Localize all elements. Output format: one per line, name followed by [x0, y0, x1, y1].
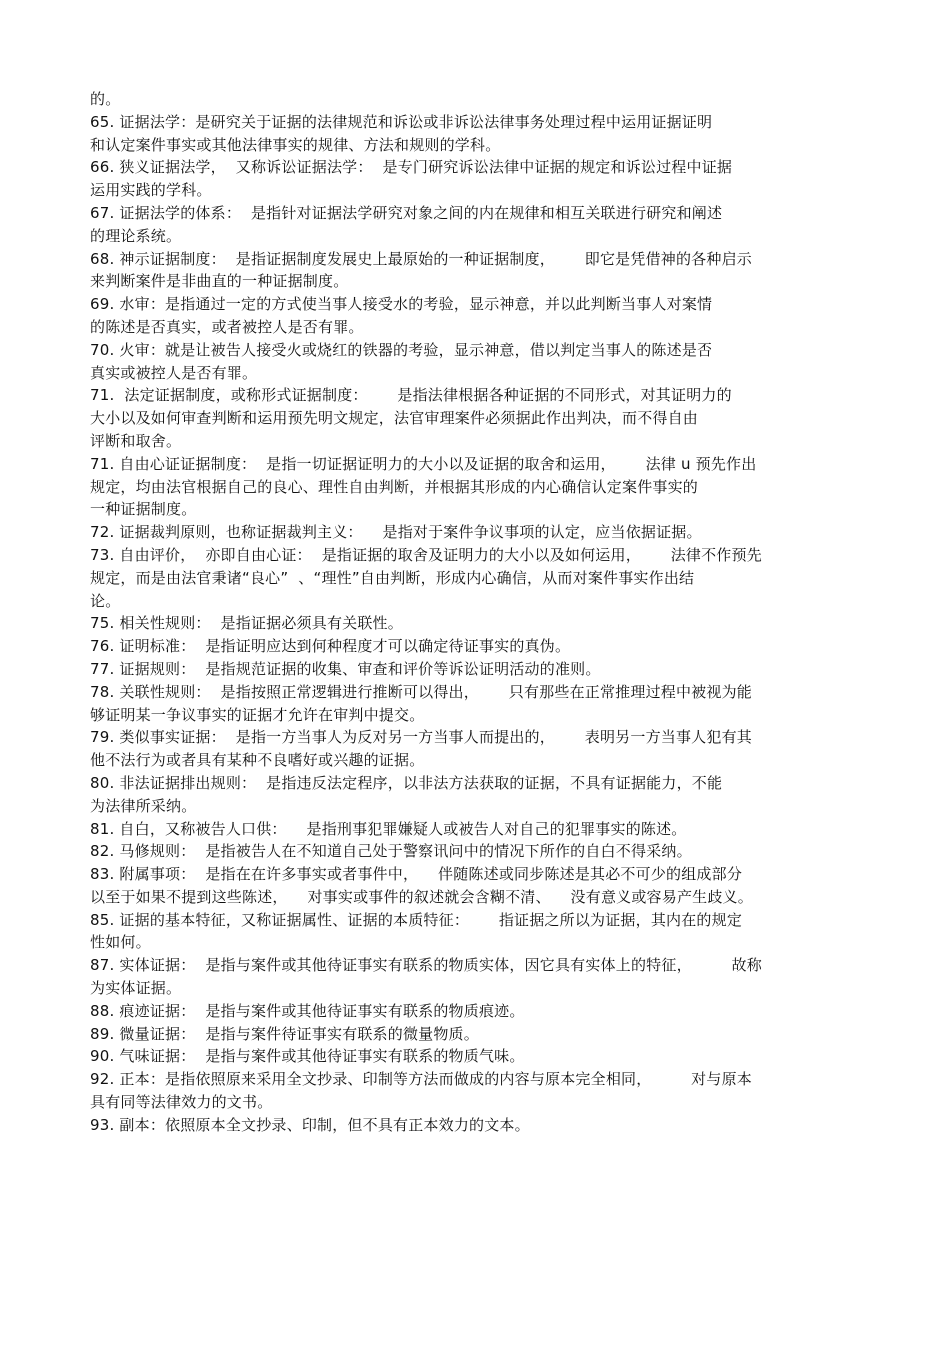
text-line: 71. 自由心证证据制度： 是指一切证据证明力的大小以及证据的取舍和运用， 法律 u 预先作出 — [90, 454, 757, 473]
text-line: 他不法行为或者具有某种不良嗜好或兴趣的证据。 — [90, 751, 425, 770]
text-line: 为实体证据。 — [90, 979, 182, 998]
text-line: 和认定案件事实或其他法律事实的规律、方法和规则的学科。 — [90, 135, 501, 154]
text-line: 89. 微量证据： 是指与案件待证事实有联系的微量物质。 — [90, 1024, 479, 1043]
text-line: 规定，均由法官根据自己的良心、理性自由判断，并根据其形成的内心确信认定案件事实的 — [90, 477, 699, 496]
text-line: 大小以及如何审查判断和运用预先明文规定，法官审理案件必须据此作出判决，而不得自由 — [90, 409, 699, 428]
text-line: 规定，而是由法官秉诸“良心” 、“理性”自由判断，形成内心确信，从而对案件事实作出结 — [90, 568, 695, 587]
text-line: 为法律所采纳。 — [90, 796, 197, 815]
text-line: 68. 神示证据制度： 是指证据制度发展史上最原始的一种证据制度， 即它是凭借神的各种启示 — [90, 249, 752, 268]
text-line: 93. 副本：依照原本全文抄录、印制，但不具有正本效力的文本。 — [90, 1115, 530, 1134]
text-line: 71. 法定证据制度，或称形式证据制度： 是指法律根据各种证据的不同形式，对其证明力的 — [90, 386, 732, 405]
text-line: 以至于如果不提到这些陈述， 对事实或事件的叙述就会含糊不清、 没有意义或容易产生歧义。 — [90, 887, 753, 906]
text-line: 性如何。 — [90, 933, 151, 952]
document-page — [90, 88, 870, 1137]
text-line: 66. 狭义证据法学， 又称诉讼证据法学： 是专门研究诉讼法律中证据的规定和诉讼过程中证据 — [90, 158, 733, 177]
text-line: 72. 证据裁判原则，也称证据裁判主义： 是指对于案件争议事项的认定，应当依据证据。 — [90, 523, 702, 542]
text-line: 79. 类似事实证据： 是指一方当事人为反对另一方当事人而提出的， 表明另一方当事人犯有其 — [90, 728, 752, 747]
text-line: 78. 关联性规则： 是指按照正常逻辑进行推断可以得出， 只有那些在正常推理过程中被视为能 — [90, 682, 752, 701]
text-line: 76. 证明标准： 是指证明应达到何种程度才可以确定待证事实的真伪。 — [90, 637, 571, 656]
text-line: 的陈述是否真实，或者被控人是否有罪。 — [90, 317, 364, 336]
text-line: 来判断案件是非曲直的一种证据制度。 — [90, 272, 349, 291]
text-line: 81. 自白，又称被告人口供： 是指刑事犯罪嫌疑人或被告人对自己的犯罪事实的陈述。 — [90, 819, 687, 838]
text-line: 评断和取舍。 — [90, 431, 182, 450]
text-line: 80. 非法证据排出规则： 是指违反法定程序，以非法方法获取的证据，不具有证据能力，不能 — [90, 773, 723, 792]
text-line: 的理论系统。 — [90, 226, 182, 245]
text-line: 真实或被控人是否有罪。 — [90, 363, 258, 382]
text-line: 一种证据制度。 — [90, 500, 197, 519]
text-line: 70. 火审：就是让被告人接受火或烧红的铁器的考验，显示神意，借以判定当事人的陈述是否 — [90, 340, 713, 359]
text-line: 85. 证据的基本特征，又称证据属性、证据的本质特征： 指证据之所以为证据，其内在的规定 — [90, 910, 743, 929]
text-line: 69. 水审：是指通过一定的方式使当事人接受水的考验，显示神意，并以此判断当事人对案情 — [90, 295, 713, 314]
text-line: 75. 相关性规则： 是指证据必须具有关联性。 — [90, 614, 403, 633]
text-line: 运用实践的学科。 — [90, 181, 212, 200]
text-line: 论。 — [90, 591, 121, 610]
text-line: 87. 实体证据： 是指与案件或其他待证事实有联系的物质实体，因它具有实体上的特征， 故称 — [90, 956, 762, 975]
text-line: 够证明某一争议事实的证据才允许在审判中提交。 — [90, 705, 425, 724]
text-line: 82. 马修规则： 是指被告人在不知道自己处于警察讯问中的情况下所作的自白不得采纳。 — [90, 842, 692, 861]
text-line: 65. 证据法学：是研究关于证据的法律规范和诉讼或非诉讼法律事务处理过程中运用证据证明 — [90, 112, 713, 131]
text-line: 的。 — [90, 90, 121, 108]
text-line: 77. 证据规则： 是指规范证据的收集、审查和评价等诉讼证明活动的准则。 — [90, 659, 601, 678]
text-line: 具有同等法律效力的文书。 — [90, 1093, 273, 1112]
text-line: 73. 自由评价， 亦即自由心证： 是指证据的取舍及证明力的大小以及如何运用， 法律不作预先 — [90, 545, 762, 564]
text-line: 90. 气味证据： 是指与案件或其他待证事实有联系的物质气味。 — [90, 1047, 525, 1066]
text-line: 67. 证据法学的体系： 是指针对证据法学研究对象之间的内在规律和相互关联进行研究和阐述 — [90, 203, 723, 222]
text-line: 83. 附属事项： 是指在在许多事实或者事件中， 伴随陈述或同步陈述是其必不可少的组成部分 — [90, 865, 743, 884]
text-line: 92. 正本：是指依照原来采用全文抄录、印制等方法而做成的内容与原本完全相同， 对与原本 — [90, 1070, 752, 1089]
text-line: 88. 痕迹证据： 是指与案件或其他待证事实有联系的物质痕迹。 — [90, 1001, 525, 1020]
